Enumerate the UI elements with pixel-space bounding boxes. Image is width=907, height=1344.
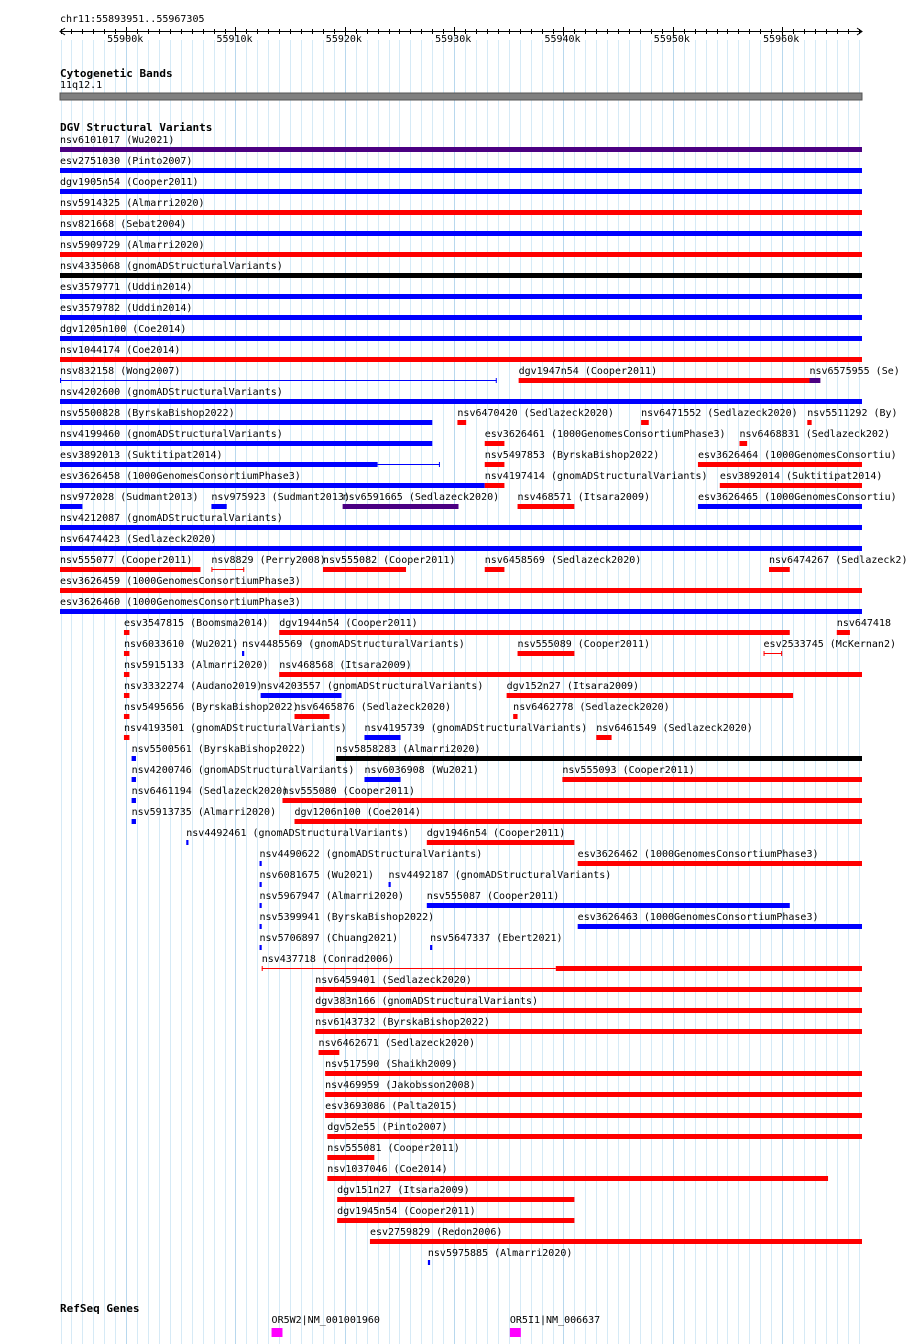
variant-label[interactable]: nsv5500828 (ByrskaBishop2022) bbox=[60, 408, 235, 419]
variant-label[interactable]: dgv1206n100 (Coe2014) bbox=[294, 807, 421, 818]
variant-label[interactable]: nsv4490622 (gnomADStructuralVariants) bbox=[259, 849, 483, 860]
variant-label[interactable]: nsv4212087 (gnomADStructuralVariants) bbox=[60, 513, 283, 524]
variant-bar bbox=[315, 987, 862, 992]
variant-label[interactable]: esv3547815 (Boomsma2014) bbox=[123, 618, 269, 629]
variant-label[interactable]: nsv5495656 (ByrskaBishop2022) bbox=[123, 702, 299, 713]
variant-bar bbox=[596, 735, 611, 740]
variant-bar bbox=[337, 1218, 574, 1223]
location-label: chr11:55893951..55967305 bbox=[60, 14, 205, 25]
variant-label[interactable]: esv3626460 (1000GenomesConsortiumPhase3) bbox=[60, 597, 301, 608]
variant-label[interactable]: dgv1947n54 (Cooper2011) bbox=[518, 366, 658, 377]
variant-bar bbox=[319, 1050, 340, 1055]
variant-bar bbox=[60, 462, 378, 467]
variant-bar bbox=[279, 672, 862, 677]
dgv-track-title[interactable]: DGV Structural Variants bbox=[60, 121, 213, 134]
variant-bar bbox=[60, 315, 862, 320]
variant-label[interactable]: nsv5511292 (By) bbox=[807, 408, 898, 419]
ruler-tick-label: 55910k bbox=[216, 34, 253, 45]
variant-bar bbox=[364, 735, 400, 740]
variant-label[interactable]: nsv6470420 (Sedlazeck2020) bbox=[457, 408, 614, 419]
gene-label[interactable]: OR5I1|NM_006637 bbox=[509, 1315, 601, 1326]
variant-bar bbox=[485, 567, 505, 572]
variant-label[interactable]: esv3626459 (1000GenomesConsortiumPhase3) bbox=[60, 576, 301, 587]
variant-label[interactable]: nsv6471552 (Sedlazeck2020) bbox=[641, 408, 798, 419]
variant-bar bbox=[260, 861, 262, 866]
variant-bar bbox=[60, 609, 862, 614]
variant-bar bbox=[428, 1260, 430, 1265]
variant-label[interactable]: nsv5858283 (Almarri2020) bbox=[336, 744, 481, 755]
variant-bar bbox=[327, 1176, 828, 1181]
variant-bar bbox=[720, 483, 862, 488]
variant-label[interactable]: esv2759829 (Redon2006) bbox=[369, 1227, 503, 1238]
cytoband-label: 11q12.1 bbox=[60, 80, 103, 91]
variant-bar bbox=[124, 651, 129, 656]
variant-label[interactable]: nsv821668 (Sebat2004) bbox=[60, 219, 187, 230]
variant-bar bbox=[485, 441, 505, 446]
variant-label[interactable]: esv3626465 (1000GenomesConsortiu) bbox=[697, 492, 897, 503]
variant-bar bbox=[578, 861, 862, 866]
variant-bar bbox=[124, 714, 129, 719]
variant-bar bbox=[578, 924, 862, 929]
variant-label[interactable]: nsv972028 (Sudmant2013) bbox=[60, 492, 199, 503]
variant-label[interactable]: nsv4335068 (gnomADStructuralVariants) bbox=[60, 261, 283, 272]
variant-bar bbox=[325, 1113, 862, 1118]
variant-bar bbox=[242, 651, 244, 656]
variant-bar bbox=[132, 756, 136, 761]
variant-bar bbox=[124, 672, 129, 677]
variant-bar bbox=[323, 567, 406, 572]
variant-label[interactable]: nsv468571 (Itsara2009) bbox=[517, 492, 650, 503]
variant-bar bbox=[60, 483, 485, 488]
variant-bar bbox=[60, 336, 862, 341]
variant-bar bbox=[698, 462, 862, 467]
variant-label[interactable]: esv3579771 (Uddin2014) bbox=[60, 282, 193, 293]
variant-bar bbox=[211, 504, 226, 509]
variant-bar bbox=[60, 399, 862, 404]
variant-label[interactable]: nsv555093 (Cooper2011) bbox=[562, 765, 695, 776]
variant-label[interactable]: esv3626458 (1000GenomesConsortiumPhase3) bbox=[60, 471, 301, 482]
variant-bar bbox=[282, 798, 862, 803]
gene-feature bbox=[510, 1328, 521, 1337]
variant-label[interactable]: nsv555081 (Cooper2011) bbox=[327, 1143, 460, 1154]
variant-label[interactable]: nsv5915133 (Almarri2020) bbox=[123, 660, 269, 671]
variant-bar bbox=[457, 420, 466, 425]
variant-bar bbox=[132, 777, 136, 782]
variant-label[interactable]: dgv1945n54 (Cooper2011) bbox=[337, 1206, 476, 1217]
variant-label[interactable]: nsv8829 (Perry2008) bbox=[211, 555, 326, 566]
variant-bar bbox=[507, 693, 793, 698]
variant-label[interactable]: nsv4199460 (gnomADStructuralVariants) bbox=[60, 429, 283, 440]
variant-label[interactable]: esv2751030 (Pinto2007) bbox=[60, 156, 193, 167]
variant-label[interactable]: nsv6474423 (Sedlazeck2020) bbox=[60, 534, 217, 545]
ruler-tick-label: 55940k bbox=[544, 34, 581, 45]
refseq-track-title[interactable]: RefSeq Genes bbox=[60, 1302, 140, 1315]
variant-label[interactable]: nsv6081675 (Wu2021) bbox=[259, 870, 374, 881]
cytoband-track-title[interactable]: Cytogenetic Bands bbox=[60, 67, 173, 80]
variant-label[interactable]: nsv555082 (Cooper2011) bbox=[322, 555, 456, 566]
variant-label[interactable]: nsv4193501 (gnomADStructuralVariants) bbox=[123, 723, 347, 734]
variant-label[interactable]: esv3579782 (Uddin2014) bbox=[60, 303, 193, 314]
variant-bar bbox=[132, 798, 136, 803]
variant-label[interactable]: nsv4202600 (gnomADStructuralVariants) bbox=[60, 387, 283, 398]
variant-label[interactable]: esv3626462 (1000GenomesConsortiumPhase3) bbox=[577, 849, 819, 860]
variant-label[interactable]: esv3892013 (Suktitipat2014) bbox=[60, 450, 223, 461]
variant-bar bbox=[315, 1008, 862, 1013]
variant-bar bbox=[60, 294, 862, 299]
variant-bar bbox=[343, 504, 459, 509]
variant-label[interactable]: nsv6033610 (Wu2021) bbox=[123, 639, 239, 650]
variant-label[interactable]: nsv5975885 (Almarri2020) bbox=[427, 1248, 573, 1259]
variant-bar bbox=[518, 651, 575, 656]
variant-bar bbox=[295, 714, 330, 719]
variant-bar bbox=[427, 840, 575, 845]
variant-label[interactable]: nsv4492461 (gnomADStructuralVariants) bbox=[186, 828, 410, 839]
variant-bar bbox=[295, 819, 862, 824]
variant-bar bbox=[427, 903, 790, 908]
variant-bar bbox=[769, 567, 790, 572]
ruler-tick-label: 55960k bbox=[763, 34, 800, 45]
variant-bar bbox=[260, 945, 262, 950]
variant-bar bbox=[124, 735, 129, 740]
variant-bar bbox=[260, 903, 262, 908]
variant-bar bbox=[60, 273, 862, 278]
variant-bar bbox=[124, 693, 129, 698]
variant-label[interactable]: dgv1905n54 (Cooper2011) bbox=[60, 177, 199, 188]
variant-bar bbox=[60, 147, 862, 152]
variant-label[interactable]: nsv468568 (Itsara2009) bbox=[279, 660, 412, 671]
variant-label[interactable]: nsv6462671 (Sedlazeck2020) bbox=[318, 1038, 476, 1049]
variant-bar bbox=[60, 441, 432, 446]
cytoband-bar bbox=[60, 93, 862, 100]
variant-bar bbox=[60, 357, 862, 362]
variant-bar bbox=[261, 693, 342, 698]
variant-label[interactable]: esv3626464 (1000GenomesConsortiu) bbox=[697, 450, 897, 461]
variant-bar bbox=[807, 420, 811, 425]
variant-bar bbox=[518, 504, 575, 509]
variant-label[interactable]: esv3626461 (1000GenomesConsortiumPhase3) bbox=[484, 429, 726, 440]
variant-label[interactable]: nsv5647337 (Ebert2021) bbox=[430, 933, 563, 944]
variant-bar bbox=[60, 546, 862, 551]
variant-label[interactable]: nsv4200746 (gnomADStructuralVariants) bbox=[131, 765, 355, 776]
variant-bar bbox=[336, 756, 862, 761]
variant-label[interactable]: nsv5914325 (Almarri2020) bbox=[60, 198, 205, 209]
variant-bar bbox=[485, 483, 505, 488]
variant-bar bbox=[430, 945, 432, 950]
gene-feature bbox=[272, 1328, 283, 1337]
variant-label[interactable]: nsv6143732 (ByrskaBishop2022) bbox=[315, 1017, 490, 1028]
variant-bar bbox=[325, 1071, 862, 1076]
variant-bar bbox=[739, 441, 747, 446]
variant-label[interactable]: nsv555089 (Cooper2011) bbox=[517, 639, 650, 650]
variant-bar bbox=[60, 231, 862, 236]
variant-label[interactable]: nsv5497853 (ByrskaBishop2022) bbox=[484, 450, 660, 461]
variant-bar bbox=[513, 714, 517, 719]
variant-label[interactable]: nsv5399941 (ByrskaBishop2022) bbox=[259, 912, 435, 923]
variant-bar bbox=[60, 525, 862, 530]
variant-label[interactable]: nsv832158 (Wong2007) bbox=[60, 366, 181, 377]
variant-bar bbox=[60, 189, 862, 194]
variant-bar bbox=[325, 1092, 862, 1097]
variant-bar bbox=[837, 630, 850, 635]
variant-label[interactable]: nsv6461549 (Sedlazeck2020) bbox=[596, 723, 753, 734]
variant-label[interactable]: nsv5913735 (Almarri2020) bbox=[131, 807, 277, 818]
variant-bar bbox=[364, 777, 400, 782]
ruler-tick-label: 55900k bbox=[107, 34, 144, 45]
variant-bar bbox=[519, 378, 810, 383]
variant-label[interactable]: nsv975923 (Sudmant2013) bbox=[211, 492, 350, 503]
variant-bar bbox=[809, 378, 820, 383]
variant-label[interactable]: nsv6036908 (Wu2021) bbox=[364, 765, 479, 776]
variant-label[interactable]: dgv152n27 (Itsara2009) bbox=[506, 681, 640, 692]
variant-label[interactable]: dgv383n166 (gnomADStructuralVariants) bbox=[315, 996, 539, 1007]
variant-bar bbox=[315, 1029, 862, 1034]
variant-label[interactable]: nsv1037046 (Coe2014) bbox=[327, 1164, 448, 1175]
variant-label[interactable]: nsv6575955 (Se) bbox=[809, 366, 900, 377]
variant-bar bbox=[327, 1155, 374, 1160]
gene-label[interactable]: OR5W2|NM_001001960 bbox=[271, 1315, 380, 1326]
variant-label[interactable]: nsv4197414 (gnomADStructuralVariants) bbox=[484, 471, 708, 482]
ruler-tick-label: 55920k bbox=[325, 34, 362, 45]
variant-label[interactable]: dgv52e55 (Pinto2007) bbox=[327, 1122, 448, 1133]
variant-label[interactable]: nsv555080 (Cooper2011) bbox=[282, 786, 415, 797]
variant-bar bbox=[60, 210, 862, 215]
variant-label[interactable]: nsv469959 (Jakobsson2008) bbox=[325, 1080, 476, 1091]
variant-label[interactable]: nsv4195739 (gnomADStructuralVariants) bbox=[364, 723, 588, 734]
variant-label[interactable]: nsv3332274 (Audano2019) bbox=[123, 681, 263, 692]
variant-bar bbox=[556, 966, 862, 971]
ruler-tick-label: 55930k bbox=[435, 34, 472, 45]
variant-label[interactable]: nsv6101017 (Wu2021) bbox=[60, 135, 175, 146]
variant-bar bbox=[186, 840, 188, 845]
variant-label[interactable]: nsv5967947 (Almarri2020) bbox=[259, 891, 405, 902]
variant-bar bbox=[279, 630, 790, 635]
variant-bar bbox=[370, 1239, 862, 1244]
variant-bar bbox=[60, 168, 862, 173]
variant-bar bbox=[60, 588, 862, 593]
variant-label[interactable]: nsv6474267 (Sedlazeck2) bbox=[769, 555, 907, 566]
variant-label[interactable]: dgv1946n54 (Cooper2011) bbox=[426, 828, 566, 839]
variant-bar bbox=[260, 882, 262, 887]
variant-label[interactable]: nsv4492187 (gnomADStructuralVariants) bbox=[388, 870, 612, 881]
variant-bar bbox=[260, 924, 262, 929]
variant-label[interactable]: nsv5909729 (Almarri2020) bbox=[60, 240, 205, 251]
variant-label[interactable]: dgv151n27 (Itsara2009) bbox=[337, 1185, 470, 1196]
ruler-tick-label: 55950k bbox=[653, 34, 690, 45]
variant-bar bbox=[698, 504, 862, 509]
variant-bar bbox=[562, 777, 862, 782]
variant-label[interactable]: nsv5706897 (Chuang2021) bbox=[259, 933, 398, 944]
variant-bar bbox=[337, 1197, 574, 1202]
variant-label[interactable]: nsv437718 (Conrad2006) bbox=[261, 954, 395, 965]
variant-label[interactable]: nsv1044174 (Coe2014) bbox=[60, 345, 181, 356]
variant-bar bbox=[60, 567, 200, 572]
variant-bar bbox=[485, 462, 505, 467]
variant-label[interactable]: nsv6459401 (Sedlazeck2020) bbox=[315, 975, 472, 986]
variant-label[interactable]: esv3693086 (Palta2015) bbox=[325, 1101, 458, 1112]
variant-label[interactable]: nsv555077 (Cooper2011) bbox=[60, 555, 193, 566]
variant-label[interactable]: dgv1205n100 (Coe2014) bbox=[60, 324, 187, 335]
variant-label[interactable]: nsv6461194 (Sedlazeck2020) bbox=[131, 786, 289, 797]
variant-label[interactable]: esv3892014 (Suktitipat2014) bbox=[719, 471, 883, 482]
variant-label[interactable]: nsv6468831 (Sedlazeck202) bbox=[739, 429, 890, 440]
variant-label[interactable]: esv3626463 (1000GenomesConsortiumPhase3) bbox=[577, 912, 819, 923]
variant-label[interactable]: nsv4203557 (gnomADStructuralVariants) bbox=[260, 681, 484, 692]
variant-bar bbox=[327, 1134, 862, 1139]
variant-bar bbox=[132, 819, 136, 824]
variant-bar bbox=[641, 420, 649, 425]
variant-bar bbox=[389, 882, 391, 887]
variant-label[interactable]: nsv6462778 (Sedlazeck2020) bbox=[513, 702, 670, 713]
variant-label[interactable]: nsv4485569 (gnomADStructuralVariants) bbox=[242, 639, 465, 650]
variant-bar bbox=[60, 252, 862, 257]
variant-label[interactable]: nsv555087 (Cooper2011) bbox=[426, 891, 560, 902]
variant-bar bbox=[60, 420, 432, 425]
variant-label[interactable]: nsv517590 (Shaikh2009) bbox=[325, 1059, 458, 1070]
variant-label[interactable]: esv2533745 (McKernan2) bbox=[763, 639, 896, 650]
variant-label[interactable]: dgv1944n54 (Cooper2011) bbox=[279, 618, 418, 629]
variant-label[interactable]: nsv6591665 (Sedlazeck2020) bbox=[342, 492, 500, 503]
variant-label[interactable]: nsv5500561 (ByrskaBishop2022) bbox=[131, 744, 307, 755]
variant-label[interactable]: nsv647418 bbox=[836, 618, 891, 629]
variant-bar bbox=[60, 504, 82, 509]
variant-bar bbox=[124, 630, 129, 635]
variant-label[interactable]: nsv6458569 (Sedlazeck2020) bbox=[484, 555, 642, 566]
variant-label[interactable]: nsv6465876 (Sedlazeck2020) bbox=[294, 702, 452, 713]
